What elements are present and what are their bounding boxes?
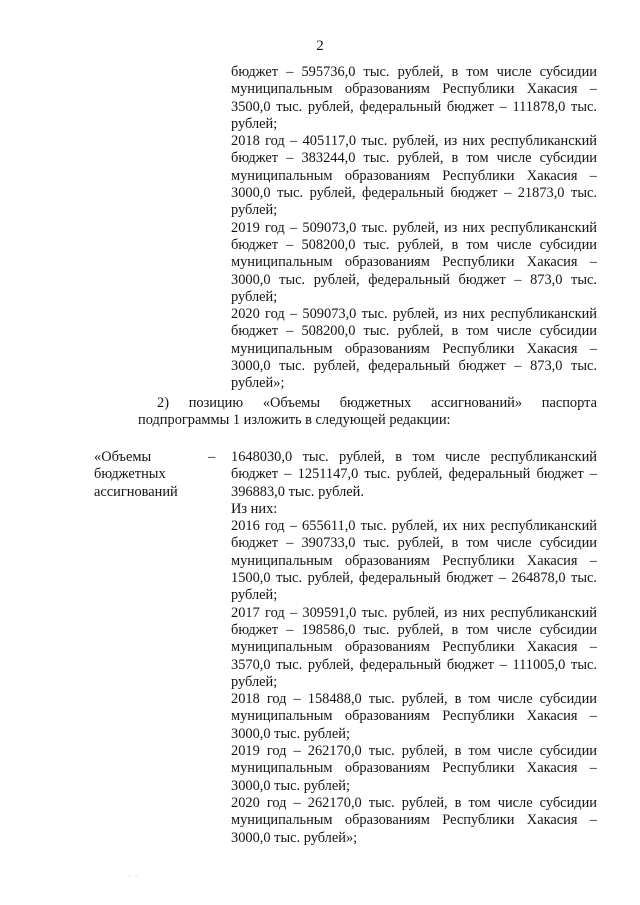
passport-row-content xyxy=(231,449,597,847)
instruction-text: 2) позицию «Объемы бюджетных ассигнований» паспорта подпрограммы 1 изложить в следующей редакции: xyxy=(138,395,597,429)
continuation-paragraph-2018: 2018 год – 405117,0 тыс. рублей, из них республиканский бюджет – 383244,0 тыс. рублей, в том числе субсидии муниципальным образованиям Республики Хакасия – 3000,0 тыс. рублей, федеральный бюджет – 21873,0 тыс. рублей; xyxy=(231,133,597,219)
breakdown-heading: Из них: xyxy=(231,500,278,517)
page-number: 2 xyxy=(316,38,324,54)
year-2019-paragraph: 2019 год – 262170,0 тыс. рублей, в том числе субсидии муниципальным образованиям Республики Хакасия – 3000,0 тыс. рублей; xyxy=(231,743,597,794)
year-2017-paragraph: 2017 год – 309591,0 тыс. рублей, из них республиканский бюджет – 198586,0 тыс. рублей, в том числе субсидии муниципальным образованиям Республики Хакасия – 3570,0 тыс. рублей, федеральный бюджет – 111005,0 тыс. рублей; xyxy=(231,604,597,690)
passport-row-label: «Объемы бюджетных ассигнований xyxy=(94,449,178,500)
year-2016-paragraph: 2016 год – 655611,0 тыс. рублей, их них республиканский бюджет – 390733,0 тыс. рублей, в том числе субсидии муниципальным образованиям Республики Хакасия – 1500,0 тыс. рублей, федеральный бюджет – 264878,0 тыс. рублей; xyxy=(231,518,597,604)
year-2018-paragraph: 2018 год – 158488,0 тыс. рублей, в том числе субсидии муниципальным образованиям Республики Хакасия – 3000,0 тыс. рублей; xyxy=(231,691,597,742)
year-2020-paragraph: 2020 год – 262170,0 тыс. рублей, в том числе субсидии муниципальным образованиям Республики Хакасия – 3000,0 тыс. рублей»; xyxy=(231,794,597,846)
continuation-paragraph-2019: 2019 год – 509073,0 тыс. рублей, из них республиканский бюджет – 508200,0 тыс. рублей, в том числе субсидии муниципальным образованиям Республики Хакасия – 3000,0 тыс. рублей, федеральный бюджет – 873,0 тыс. рублей; xyxy=(231,219,597,305)
continuation-paragraph-2017: бюджет – 595736,0 тыс. рублей, в том числе субсидии муниципальным образованиям Республики Хакасия – 3500,0 тыс. рублей, федеральный бюджет – 111878,0 тыс. рублей; xyxy=(231,64,597,132)
continuation-paragraph-2020: 2020 год – 509073,0 тыс. рублей, из них республиканский бюджет – 508200,0 тыс. рублей, в том числе субсидии муниципальным образованиям Республики Хакасия – 3000,0 тыс. рублей, федеральный бюджет – 873,0 тыс. рублей»; xyxy=(231,306,597,392)
continuation-block xyxy=(231,64,597,393)
instruction-paragraph xyxy=(138,395,597,430)
scan-speck: · · xyxy=(128,872,139,881)
passport-row-dash: – xyxy=(208,449,216,465)
total-amount-paragraph: 1648030,0 тыс. рублей, в том числе республиканский бюджет – 1251147,0 тыс. рублей, федеральный бюджет – 396883,0 тыс. рублей. xyxy=(231,449,597,500)
